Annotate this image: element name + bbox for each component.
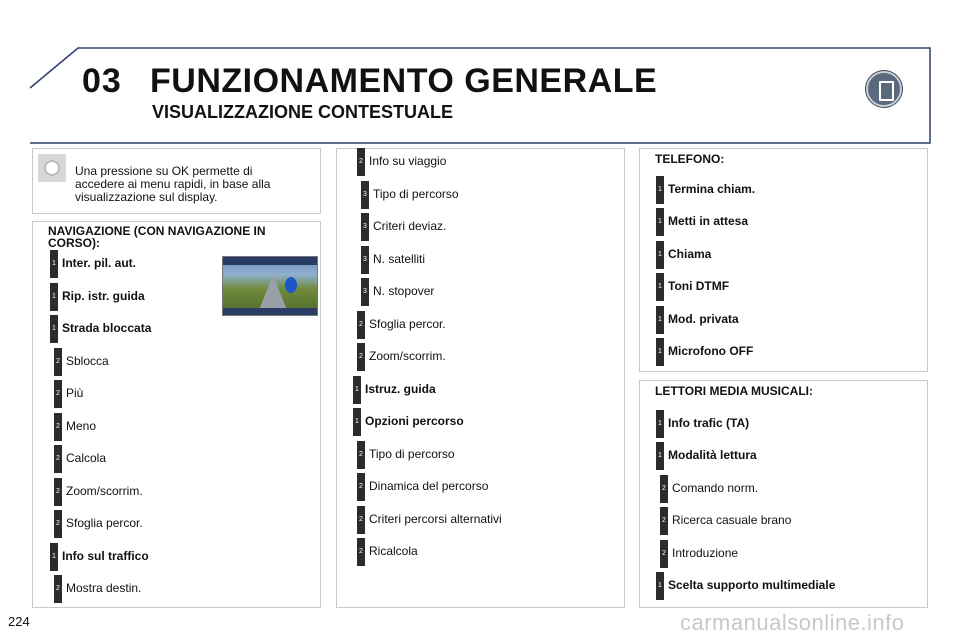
page-number: 224 bbox=[8, 614, 30, 629]
level-marker: 3 bbox=[361, 213, 369, 241]
menu-item: Dinamica del percorso bbox=[369, 479, 489, 493]
menu-item: Meno bbox=[66, 418, 97, 433]
menu-item: Comando norm. bbox=[672, 480, 759, 495]
level-marker: 1 bbox=[656, 273, 664, 301]
menu-item: Ricerca casuale brano bbox=[672, 513, 792, 528]
menu-item: Tipo di percorso bbox=[373, 186, 459, 201]
menu-item: Sblocca bbox=[66, 353, 109, 368]
level-marker: 1 bbox=[353, 376, 361, 404]
level-marker: 1 bbox=[656, 176, 664, 204]
menu-item: N. stopover bbox=[373, 284, 435, 298]
level-marker: 2 bbox=[357, 311, 365, 339]
chapter-number: 03 bbox=[82, 62, 122, 100]
level-marker: 2 bbox=[357, 441, 365, 469]
level-marker: 2 bbox=[54, 348, 62, 376]
menu-item: Mostra destin. bbox=[66, 581, 142, 595]
level-marker: 2 bbox=[54, 413, 62, 441]
middle-panel bbox=[336, 148, 625, 608]
menu-item: Introduzione bbox=[672, 545, 739, 560]
level-marker: 3 bbox=[361, 246, 369, 274]
level-marker: 1 bbox=[656, 306, 664, 334]
navigation-heading: NAVIGAZIONE (CON NAVIGAZIONE IN CORSO): bbox=[48, 224, 266, 250]
level-marker: 3 bbox=[361, 181, 369, 209]
tip-text: Una pressione su OK permette di accedere ai menu rapidi, in base alla visualizzazione sul display. bbox=[75, 164, 271, 204]
level-marker: 2 bbox=[54, 575, 62, 603]
level-marker: 1 bbox=[656, 442, 664, 470]
level-marker: 1 bbox=[50, 250, 58, 278]
menu-item: Termina chiam. bbox=[668, 182, 756, 196]
level-marker: 1 bbox=[656, 572, 664, 600]
level-marker: 2 bbox=[660, 507, 668, 535]
media-heading: LETTORI MEDIA MUSICALI: bbox=[655, 384, 813, 398]
level-marker: 1 bbox=[656, 410, 664, 438]
level-marker: 2 bbox=[54, 380, 62, 408]
menu-item: Opzioni percorso bbox=[365, 414, 464, 428]
level-marker: 3 bbox=[361, 278, 369, 306]
menu-item: Strada bloccata bbox=[62, 321, 152, 335]
level-marker: 2 bbox=[660, 540, 668, 568]
menu-item: Zoom/scorrim. bbox=[369, 349, 446, 363]
menu-item: Criteri deviaz. bbox=[373, 219, 447, 233]
level-marker: 1 bbox=[50, 283, 58, 311]
level-marker: 2 bbox=[357, 343, 365, 371]
level-marker: 2 bbox=[54, 478, 62, 506]
level-marker: 2 bbox=[357, 506, 365, 534]
menu-item: Microfono OFF bbox=[668, 344, 754, 358]
menu-item: Info su viaggio bbox=[369, 154, 447, 168]
level-marker: 1 bbox=[50, 543, 58, 571]
menu-item: Mod. privata bbox=[668, 311, 739, 326]
watermark: carmanualsonline.info bbox=[680, 610, 905, 635]
menu-item: Più bbox=[66, 386, 84, 400]
menu-item: N. satelliti bbox=[373, 251, 426, 266]
menu-item: Istruz. guida bbox=[365, 381, 436, 396]
level-marker: 2 bbox=[357, 473, 365, 501]
menu-item: Inter. pil. aut. bbox=[62, 256, 137, 270]
menu-item: Ricalcola bbox=[369, 544, 418, 558]
level-marker: 2 bbox=[357, 148, 365, 176]
page-subtitle: VISUALIZZAZIONE CONTESTUALE bbox=[152, 102, 453, 122]
level-marker: 2 bbox=[54, 510, 62, 538]
menu-item: Sfoglia percor. bbox=[369, 316, 446, 331]
level-marker: 2 bbox=[357, 538, 365, 566]
menu-item: Scelta supporto multimediale bbox=[668, 578, 836, 592]
menu-item: Info sul traffico bbox=[62, 548, 149, 563]
menu-item: Tipo di percorso bbox=[369, 446, 455, 461]
menu-item: Chiama bbox=[668, 246, 712, 261]
book-icon bbox=[866, 71, 902, 107]
navigation-screen-thumbnail bbox=[222, 256, 318, 316]
level-marker: 1 bbox=[656, 241, 664, 269]
level-marker: 1 bbox=[656, 208, 664, 236]
level-marker: 1 bbox=[353, 408, 361, 436]
menu-item: Rip. istr. guida bbox=[62, 288, 145, 303]
menu-item: Zoom/scorrim. bbox=[66, 483, 143, 498]
sun-icon bbox=[38, 154, 66, 182]
page-title: FUNZIONAMENTO GENERALE bbox=[150, 62, 658, 100]
menu-item: Metti in attesa bbox=[668, 214, 749, 229]
menu-item: Info trafic (TA) bbox=[668, 416, 750, 430]
menu-item: Calcola bbox=[66, 451, 107, 465]
menu-item: Toni DTMF bbox=[668, 279, 730, 294]
menu-item: Criteri percorsi alternativi bbox=[369, 511, 502, 526]
menu-item: Sfoglia percor. bbox=[66, 516, 143, 530]
menu-item: Modalità lettura bbox=[668, 448, 757, 463]
level-marker: 2 bbox=[54, 445, 62, 473]
level-marker: 1 bbox=[50, 315, 58, 343]
level-marker: 2 bbox=[660, 475, 668, 503]
level-marker: 1 bbox=[656, 338, 664, 366]
phone-heading: TELEFONO: bbox=[655, 152, 725, 166]
